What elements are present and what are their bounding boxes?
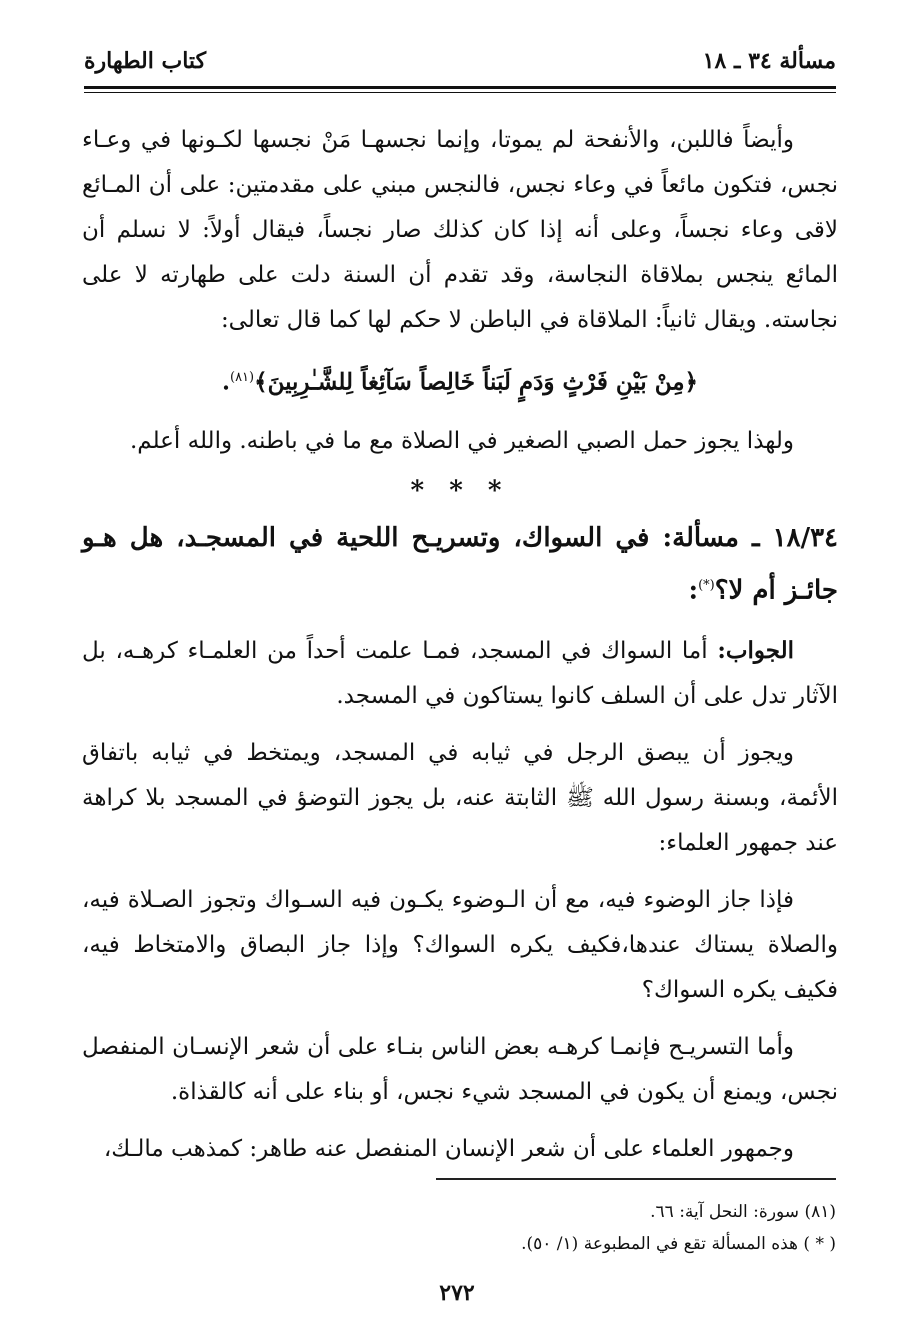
- quran-verse-text: ﴿مِنْ بَيْنِ فَرْثٍ وَدَمٍ لَبَناً خَالِصاً سَآئِغاً لِلشَّـٰرِبِينَ﴾: [254, 368, 699, 396]
- paragraph-4: فإذا جاز الوضوء فيه، مع أن الـوضوء يكـون فيه السـواك وتجوز الصـلاة فيه، والصلاة يستاك عندها،فكيف يكره السواك؟ وإذا جاز البصاق والامتخاط فيه، فكيف يكره السواك؟: [82, 887, 838, 1004]
- paragraph-3: ويجوز أن يبصق الرجل في ثيابه في المسجد، ويمتخط في ثيابه باتفاق الأئمة، وبسنة رسول الله ﷺ الثابتة عنه، بل يجوز التوضؤ في المسجد بلا كراهة عند جمهور العلماء:: [82, 740, 838, 857]
- section-separator: * * *: [410, 475, 510, 506]
- header-rule-thick: [84, 86, 836, 89]
- quran-verse-end: .: [221, 368, 230, 396]
- header-rule-thin: [84, 92, 836, 93]
- answer-paragraph: [82, 628, 838, 719]
- paragraph-5: وأما التسريـح فإنمـا كرهـه بعض الناس بنـاء على أن شعر الإنسـان المنفصل نجس، ويمنع أن يكون في المسجد شيء نجس، أو بناء على أنه كالقذاة.: [82, 1034, 838, 1106]
- question-heading: [82, 514, 838, 615]
- footnotes: [84, 1196, 836, 1260]
- paragraph-2: ولهذا يجوز حمل الصبي الصغير في الصلاة مع ما في باطنه. والله أعلم.: [129, 427, 794, 454]
- header-book-title: كتاب الطهارة: [84, 48, 207, 74]
- answer-text: أما السواك في المسجد، فمـا علمت أحداً من العلمـاء كرهـه، بل الآثار تدل على أن السلف كانوا يستاكون في المسجد.: [82, 638, 838, 710]
- main-text: [82, 118, 838, 1184]
- paragraph-1: وأيضاً فاللبن، والأنفحة لم يموتا، وإنما نجسهـا مَنْ نجسها لكـونها في وعـاء نجس، فتكون مائعاً في وعاء نجس، فالنجس مبني على مقدمتين: على أن المـائع لاقى وعاء نجساً، وعلى أنه إذا كان كذلك صار نجساً، فيقال أولاً: لا نسلم أن المائع ينجس بملاقاة النجاسة، وقد تقدم أن السنة دلت على طهارته لا على نجاسته. ويقال ثانياً: الملاقاة في الباطن لا حكم لها كما قال تعالى:: [82, 127, 838, 333]
- page-number: ٢٧٢: [439, 1280, 475, 1306]
- answer-label: الجواب:: [717, 637, 794, 665]
- question-text: ١٨/٣٤ ـ مسألة: في السواك، وتسريـح اللحية في المسجـد، هل هـو جائـز أم لا؟: [82, 522, 838, 606]
- footnote-81: (٨١) سورة: النحل آية: ٦٦.: [650, 1202, 836, 1222]
- footnote-rule: [436, 1178, 836, 1180]
- paragraph-6: وجمهور العلماء على أن شعر الإنسان المنفصل عنه طاهر: كمذهب مالـك،: [103, 1136, 794, 1163]
- footnote-star: ( * ) هذه المسألة تقع في المطبوعة (١/ ٥٠).: [521, 1234, 836, 1254]
- running-header: [84, 48, 836, 78]
- footnote-ref-81: (٨١): [229, 370, 255, 385]
- quran-verse: [82, 355, 838, 405]
- footnote-ref-star: (*): [698, 577, 715, 593]
- question-end: :: [688, 575, 699, 606]
- header-section-number: مسألة ٣٤ ـ ١٨: [702, 48, 836, 74]
